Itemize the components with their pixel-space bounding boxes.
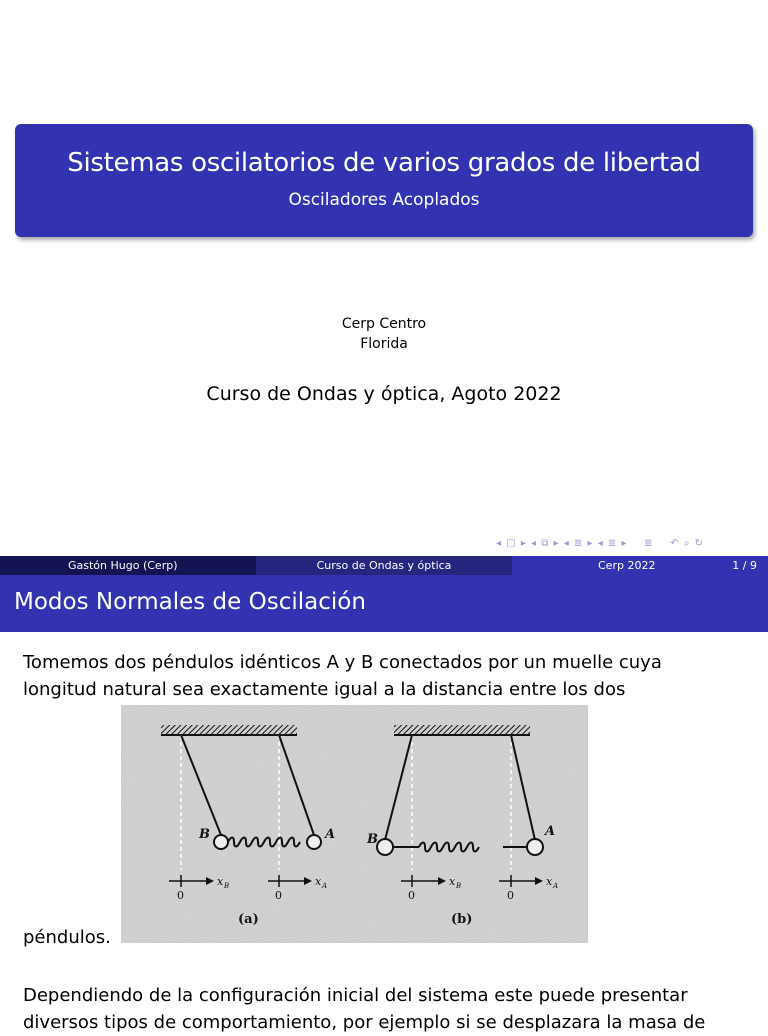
label-b: B xyxy=(199,827,210,842)
bob-b xyxy=(214,835,228,849)
presentation-subtitle: Osciladores Acoplados xyxy=(288,190,480,210)
paragraph-2-line-2: diversos tipos de comportamiento, por ejemplo si se desplazara la masa de xyxy=(23,1012,706,1033)
bob-a xyxy=(527,839,543,855)
axis-xb: x xyxy=(449,875,456,888)
frame-title-bar xyxy=(0,575,768,632)
bob-a xyxy=(307,835,321,849)
institution-name: Cerp Centro xyxy=(341,316,427,332)
caption-a: (a) xyxy=(238,912,259,927)
footer-title: Curso de Ondas y óptica xyxy=(256,556,512,575)
axis-zero: 0 xyxy=(275,889,282,902)
institution-location: Florida xyxy=(360,336,408,352)
axis-xb-sub: B xyxy=(224,882,230,890)
footer-page-number: 1 / 9 xyxy=(732,559,757,572)
figure-grain xyxy=(121,705,588,943)
presentation-title: Sistemas oscilatorios de varios grados de libertad xyxy=(67,148,701,178)
axis-xa: x xyxy=(315,875,322,888)
axis-xa-sub: A xyxy=(553,882,559,890)
label-a: A xyxy=(325,827,336,842)
footer-date: Cerp 2022 xyxy=(598,559,656,572)
paragraph-2-line-1: Dependiendo de la configuración inicial del sistema este puede presentar xyxy=(23,985,688,1006)
footer-author-cell xyxy=(0,556,256,575)
course-date: Curso de Ondas y óptica, Agoto 2022 xyxy=(206,383,562,405)
label-b: B xyxy=(367,832,378,847)
ceiling-b xyxy=(394,725,530,735)
axis-zero: 0 xyxy=(408,889,415,902)
footer-date-cell xyxy=(512,556,768,575)
title-block xyxy=(15,124,753,237)
footer-bar xyxy=(0,556,768,575)
caption-b: (b) xyxy=(451,912,473,927)
ceiling-a xyxy=(161,725,297,735)
coupled-pendulums-figure xyxy=(121,705,588,943)
axis-zero: 0 xyxy=(177,889,184,902)
bob-b xyxy=(377,839,393,855)
axis-xb-sub: B xyxy=(456,882,462,890)
frame-title: Modos Normales de Oscilación xyxy=(14,589,366,615)
label-a: A xyxy=(545,824,556,839)
axis-zero: 0 xyxy=(507,889,514,902)
beamer-navigation-icons[interactable]: ◂ □ ▸ ◂ ⧉ ▸ ◂ ≣ ▸ ◂ ≣ ▸ ≣ ↶ ⌕ ↻ xyxy=(496,538,704,549)
axis-xb: x xyxy=(217,875,224,888)
footer-author: Gastón Hugo (Cerp) xyxy=(68,559,178,572)
axis-xa: x xyxy=(546,875,553,888)
paragraph-1-line-1: Tomemos dos péndulos idénticos A y B conectados por un muelle cuya xyxy=(23,652,662,673)
paragraph-1-line-2: longitud natural sea exactamente igual a la distancia entre los dos xyxy=(23,679,626,700)
paragraph-1-end: péndulos. xyxy=(23,927,111,948)
axis-xa-sub: A xyxy=(322,882,328,890)
